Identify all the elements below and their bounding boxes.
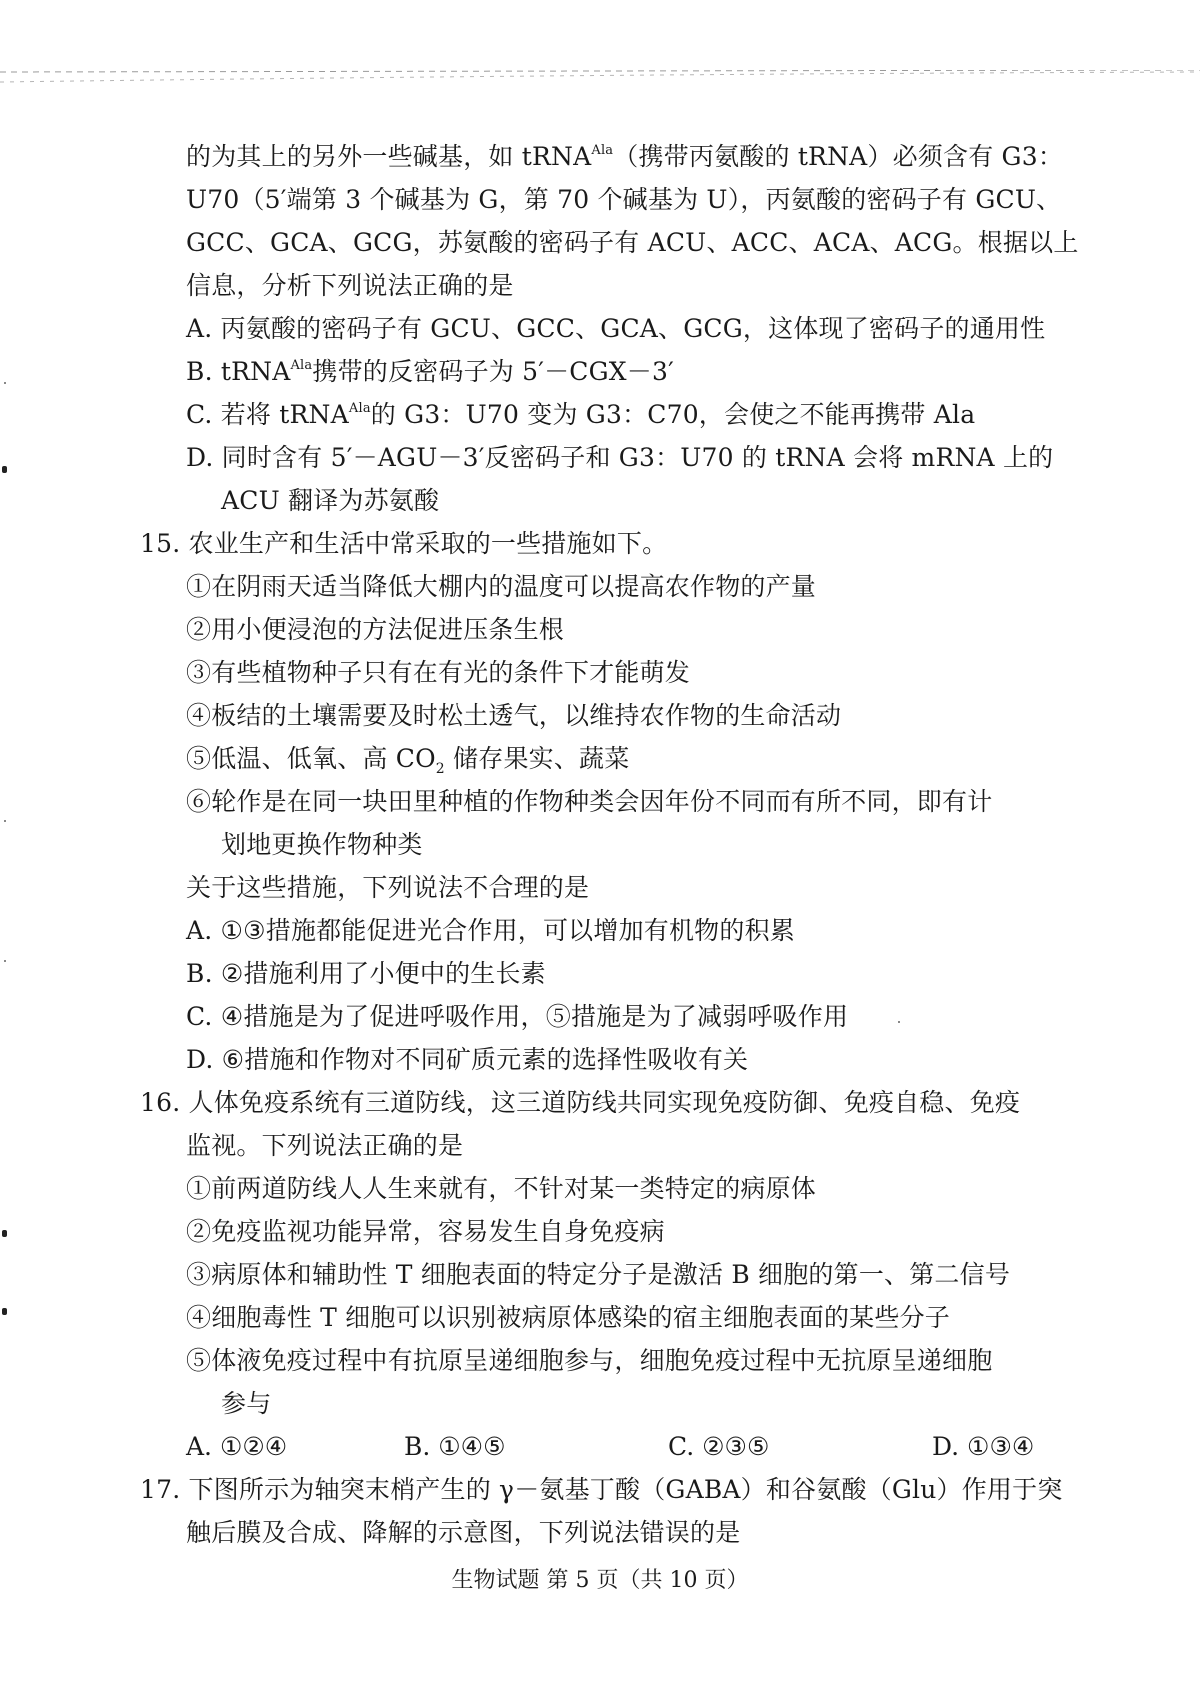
scan-speck xyxy=(4,820,6,822)
q14-option-c: C. 若将 tRNA$^{Ala}$的 G3：U70 变为 G3：C70，会使之不能再携带 Ala xyxy=(186,400,976,429)
q15-option-a: A. ①③措施都能促进光合作用，可以增加有机物的积累 xyxy=(186,916,795,945)
q15-item-3: ③有些植物种子只有在有光的条件下才能萌发 xyxy=(186,658,691,687)
q16-stem-cont: 监视。下列说法正确的是 xyxy=(186,1131,464,1160)
q15-item-6: ⑥轮作是在同一块田里种植的作物种类会因年份不同而有所不同，即有计 xyxy=(186,787,993,816)
q14-intro-line-1: 的为其上的另外一些碱基，如 tRNA$^{Ala}$（携带丙氨酸的 tRNA）必须含有 G3： xyxy=(186,142,1064,171)
q14-intro-line-4: 信息，分析下列说法正确的是 xyxy=(186,271,514,300)
scan-speck xyxy=(4,382,6,384)
q15-option-d: D. ⑥措施和作物对不同矿质元素的选择性吸收有关 xyxy=(186,1045,749,1074)
q15-question: 关于这些措施，下列说法不合理的是 xyxy=(186,873,590,902)
q15-item-1: ①在阴雨天适当降低大棚内的温度可以提高农作物的产量 xyxy=(186,572,817,601)
q14-option-a: A. 丙氨酸的密码子有 GCU、GCC、GCA、GCG，这体现了密码子的通用性 xyxy=(186,314,1046,343)
q15-option-b: B. ②措施利用了小便中的生长素 xyxy=(186,959,546,988)
q15-stem: 15. 农业生产和生活中常采取的一些措施如下。 xyxy=(140,529,668,558)
q16-item-4: ④细胞毒性 T 细胞可以识别被病原体感染的宿主细胞表面的某些分子 xyxy=(186,1303,950,1332)
q16-item-5: ⑤体液免疫过程中有抗原呈递细胞参与，细胞免疫过程中无抗原呈递细胞 xyxy=(186,1346,993,1375)
q16-option-c: C. ②③⑤ xyxy=(668,1432,770,1461)
page-footer: 生物试题 第 5 页（共 10 页） xyxy=(451,1568,749,1593)
scan-speck xyxy=(898,1021,900,1023)
q15-item-4: ④板结的土壤需要及时松土透气，以维持农作物的生命活动 xyxy=(186,701,842,730)
q16-option-b: B. ①④⑤ xyxy=(404,1432,506,1461)
q14-intro-line-2: U70（5′端第 3 个碱基为 G，第 70 个碱基为 U），丙氨酸的密码子有 GCU、 xyxy=(186,185,1062,214)
q14-intro-line-3: GCC、GCA、GCG，苏氨酸的密码子有 ACU、ACC、ACA、ACG。根据以上 xyxy=(186,228,1079,257)
q15-option-c: C. ④措施是为了促进呼吸作用，⑤措施是为了减弱呼吸作用 xyxy=(186,1002,849,1031)
scan-speck xyxy=(2,1308,7,1315)
scan-speck xyxy=(2,466,7,473)
q14-option-d-cont: ACU 翻译为苏氨酸 xyxy=(221,486,440,515)
q14-option-b: B. tRNA$^{Ala}$携带的反密码子为 5′－CGX－3′ xyxy=(186,357,674,386)
q17-stem-cont: 触后膜及合成、降解的示意图，下列说法错误的是 xyxy=(186,1518,741,1547)
q16-option-d: D. ①③④ xyxy=(932,1432,1035,1461)
q16-item-3: ③病原体和辅助性 T 细胞表面的特定分子是激活 B 细胞的第一、第二信号 xyxy=(186,1260,1011,1289)
q16-option-a: A. ①②④ xyxy=(186,1432,288,1461)
q14-option-d: D. 同时含有 5′－AGU－3′反密码子和 G3：U70 的 tRNA 会将 mRNA 上的 xyxy=(186,443,1054,472)
q16-stem: 16. 人体免疫系统有三道防线，这三道防线共同实现免疫防御、免疫自稳、免疫 xyxy=(140,1088,1021,1117)
q16-item-5-cont: 参与 xyxy=(221,1389,272,1418)
q17-stem: 17. 下图所示为轴突末梢产生的 γ－氨基丁酸（GABA）和谷氨酸（Glu）作用于突 xyxy=(140,1475,1063,1504)
q15-item-2: ②用小便浸泡的方法促进压条生根 xyxy=(186,615,565,644)
q16-item-1: ①前两道防线人人生来就有，不针对某一类特定的病原体 xyxy=(186,1174,817,1203)
scan-speck xyxy=(4,960,6,962)
scan-speck xyxy=(2,1230,7,1237)
q16-item-2: ②免疫监视功能异常，容易发生自身免疫病 xyxy=(186,1217,665,1246)
q15-item-6-cont: 划地更换作物种类 xyxy=(221,830,423,859)
q15-item-5: ⑤低温、低氧、高 $CO_2$ 储存果实、蔬菜 xyxy=(186,744,630,777)
